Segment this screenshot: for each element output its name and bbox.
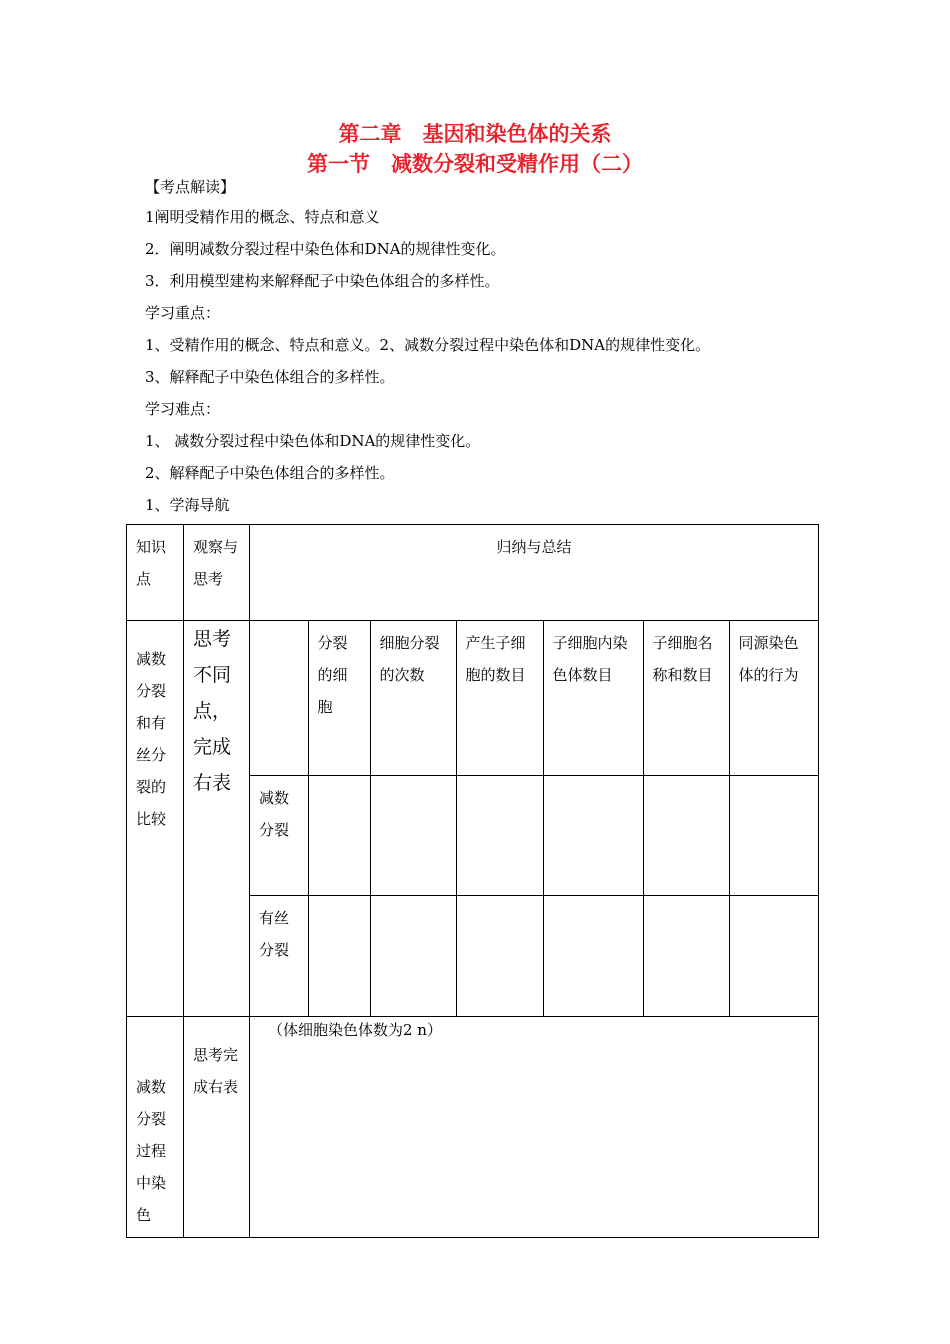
exam-point-2: 2．阐明减数分裂过程中染色体和DNA的规律性变化。 <box>145 240 506 258</box>
mitosis-cell-6[interactable] <box>729 895 818 1016</box>
mitosis-cell-4[interactable] <box>543 895 643 1016</box>
mitosis-cell-3[interactable] <box>456 895 543 1016</box>
exam-point-1: 1阐明受精作用的概念、特点和意义 <box>145 208 380 226</box>
exam-point-3: 3．利用模型建构来解释配子中染色体组合的多样性。 <box>145 272 500 290</box>
comparison-row-mitosis <box>250 895 818 1016</box>
table-row-comparison <box>127 621 819 1017</box>
comparison-header-row <box>250 621 818 775</box>
topic-chromosome-change: 减数分裂过程中染色 <box>136 1078 167 1224</box>
table-row-chromosome-change <box>127 1017 819 1238</box>
chromosome-note: （体细胞染色体数为2 n） <box>268 1021 442 1039</box>
header-observe-think: 观察与思考 <box>193 538 239 588</box>
meiosis-cell-4[interactable] <box>543 775 643 895</box>
comparison-table <box>250 621 818 1016</box>
key-points-heading: 学习重点： <box>145 304 221 322</box>
key-point-1: 1、受精作用的概念、特点和意义。2、减数分裂过程中染色体和DNA的规律性变化。 <box>145 336 711 354</box>
mitosis-cell-1[interactable] <box>308 895 370 1016</box>
difficult-point-1: 1、 减数分裂过程中染色体和DNA的规律性变化。 <box>145 432 481 450</box>
mitosis-cell-2[interactable] <box>370 895 456 1016</box>
row-label-mitosis: 有丝分裂 <box>259 908 290 959</box>
difficult-point-2: 2、解释配子中染色体组合的多样性。 <box>145 464 395 482</box>
chapter-title: 第二章 基因和染色体的关系 <box>338 122 612 146</box>
section-title: 第一节 减数分裂和受精作用（二） <box>307 152 643 176</box>
meiosis-cell-5[interactable] <box>643 775 729 895</box>
col-division-count: 细胞分裂的次数 <box>379 634 440 684</box>
comparison-corner <box>250 621 308 633</box>
think-comparison: 思考不同点，完成右表 <box>193 628 232 794</box>
col-homologous-behavior: 同源染色体的行为 <box>738 634 799 684</box>
col-daughter-cell-name: 子细胞名称和数目 <box>652 634 713 684</box>
row-label-meiosis: 减数分裂 <box>259 788 290 839</box>
header-knowledge-point: 知识点 <box>136 538 167 588</box>
study-guide-heading: 1、学海导航 <box>145 496 230 514</box>
meiosis-cell-6[interactable] <box>729 775 818 895</box>
col-daughter-cell-count: 产生子细胞的数目 <box>465 634 526 684</box>
meiosis-cell-2[interactable] <box>370 775 456 895</box>
comparison-row-meiosis <box>250 775 818 895</box>
topic-comparison: 减数分裂和有丝分裂的比较 <box>136 650 167 828</box>
study-table <box>126 524 819 1238</box>
header-summary: 归纳与总结 <box>496 538 572 556</box>
think-chromosome-change: 思考完成右表 <box>193 1046 239 1096</box>
exam-points-heading: 【考点解读】 <box>145 178 236 196</box>
mitosis-cell-5[interactable] <box>643 895 729 1016</box>
key-point-2: 3、解释配子中染色体组合的多样性。 <box>145 368 395 386</box>
table-header-row <box>127 525 819 621</box>
difficult-points-heading: 学习难点： <box>145 400 221 418</box>
col-dividing-cell: 分裂的细胞 <box>317 634 348 716</box>
meiosis-cell-1[interactable] <box>308 775 370 895</box>
meiosis-cell-3[interactable] <box>456 775 543 895</box>
col-chromosome-number: 子细胞内染色体数目 <box>552 634 628 684</box>
